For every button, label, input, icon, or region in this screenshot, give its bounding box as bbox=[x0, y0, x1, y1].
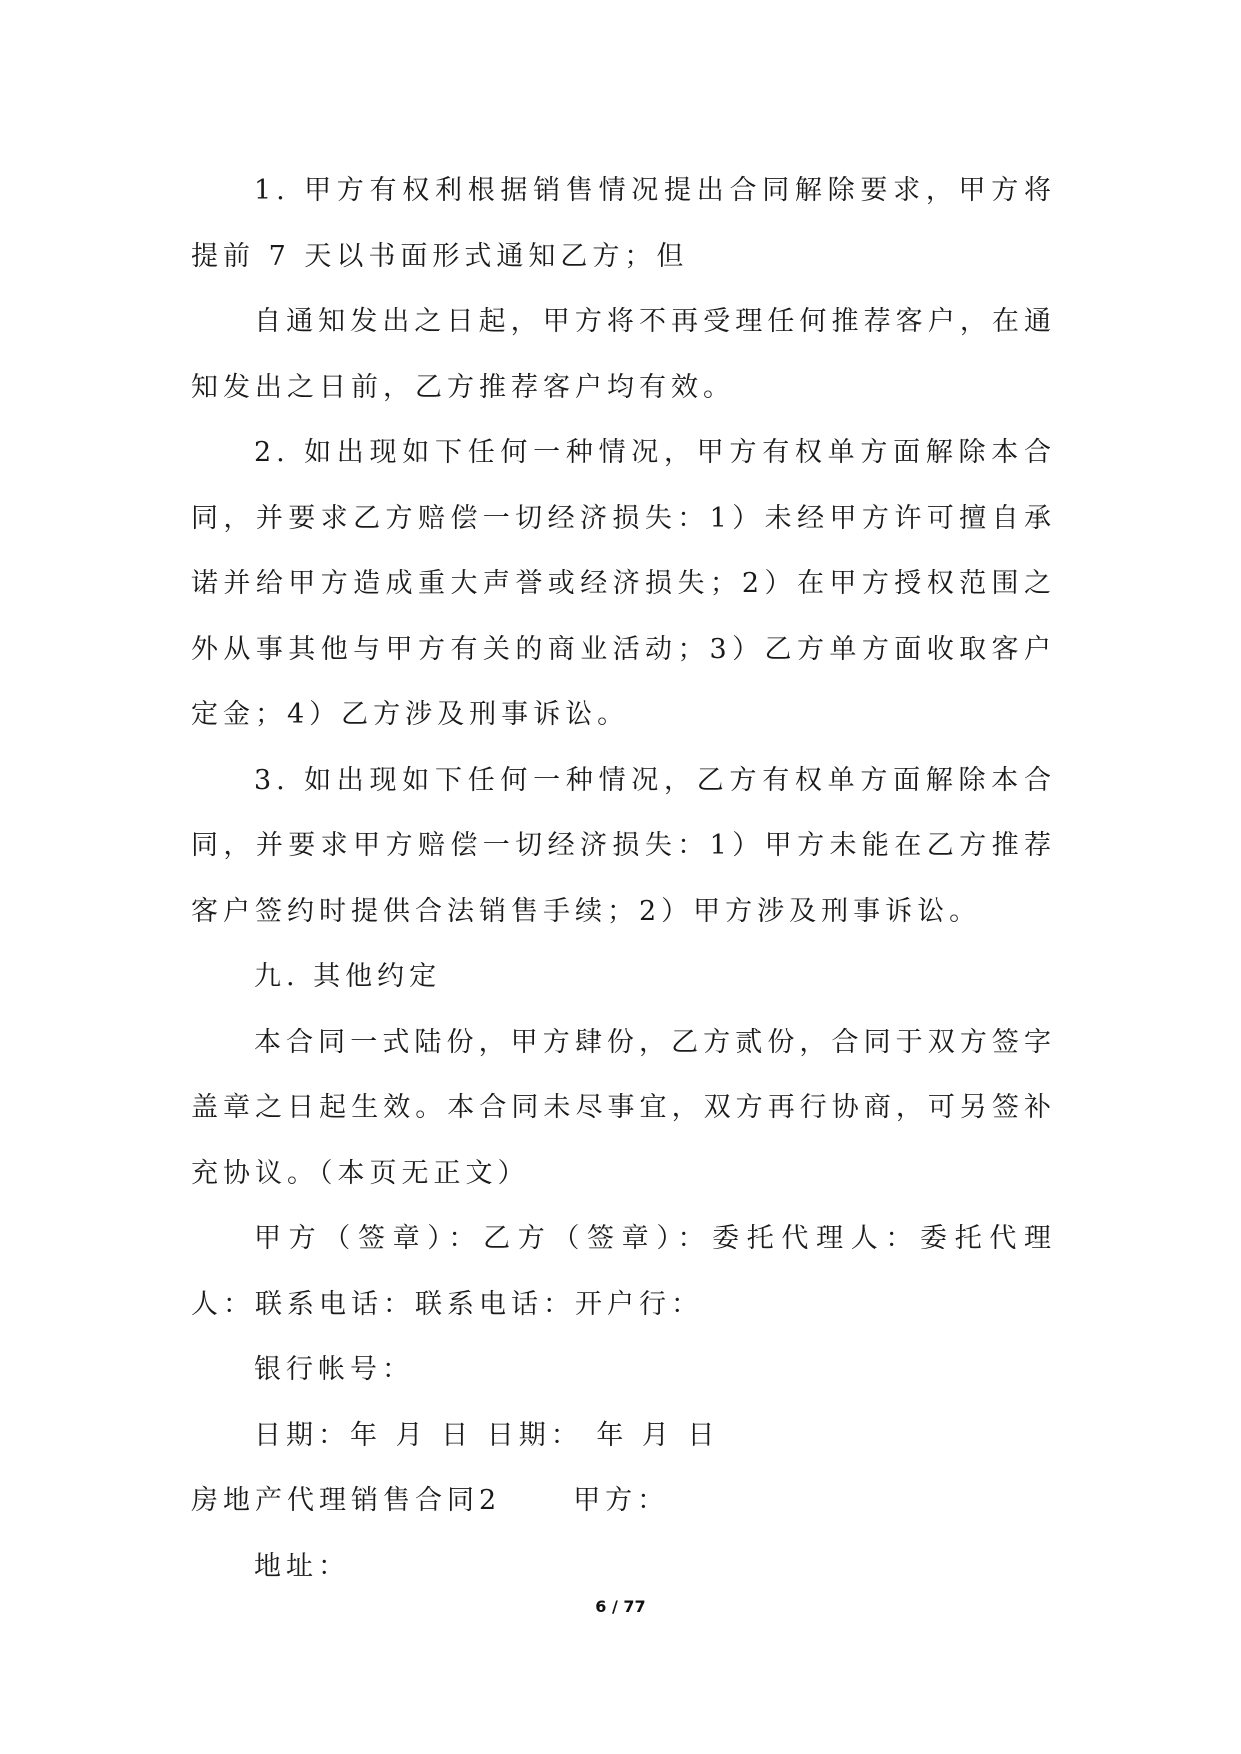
date-line: 日期：年 月 日 日期： 年 月 日 bbox=[254, 1419, 720, 1451]
party-a-label: 甲方： bbox=[573, 1485, 670, 1516]
next-contract-title: 房地产代理销售合同2 bbox=[191, 1485, 502, 1516]
bank-account-line: 银行帐号： bbox=[254, 1354, 414, 1385]
signature-block: 甲方（签章）：乙方（签章）：委托代理人：委托代理人：联系电话：联系电话：开户行： bbox=[191, 1223, 1056, 1320]
clause-2: 2. 如出现如下任何一种情况，甲方有权单方面解除本合同，并要求乙方赔偿一切经济损失：1）未经甲方许可擅自承诺并给甲方造成重大声誉或经济损失；2）在甲方授权范围之外从事其他与甲方有关的商业活动；3）乙方单方面收取客户定金；4）乙方涉及刑事诉讼。 bbox=[191, 437, 1056, 730]
contract-body bbox=[191, 158, 1056, 1599]
section-heading-other-agreements: 九. 其他约定 bbox=[254, 961, 442, 992]
clause-3: 3. 如出现如下任何一种情况，乙方有权单方面解除本合同，并要求甲方赔偿一切经济损失：1）甲方未能在乙方推荐客户签约时提供合法销售手续；2）甲方涉及刑事诉讼。 bbox=[191, 764, 1056, 927]
address-line: 地址： bbox=[254, 1550, 350, 1582]
copies-clause: 本合同一式陆份，甲方肆份，乙方贰份，合同于双方签字盖章之日起生效。本合同未尽事宜，双方再行协商，可另签补充协议。（本页无正文） bbox=[191, 1026, 1056, 1189]
clause-1-continued: 自通知发出之日起，甲方将不再受理任何推荐客户，在通知发出之日前，乙方推荐客户均有效。 bbox=[191, 306, 1056, 403]
next-contract-heading bbox=[191, 1468, 1056, 1534]
page-number: 6 / 77 bbox=[595, 1597, 646, 1616]
clause-1: 1. 甲方有权利根据销售情况提出合同解除要求，甲方将提前 7 天以书面形式通知乙方；但 bbox=[191, 175, 1056, 272]
